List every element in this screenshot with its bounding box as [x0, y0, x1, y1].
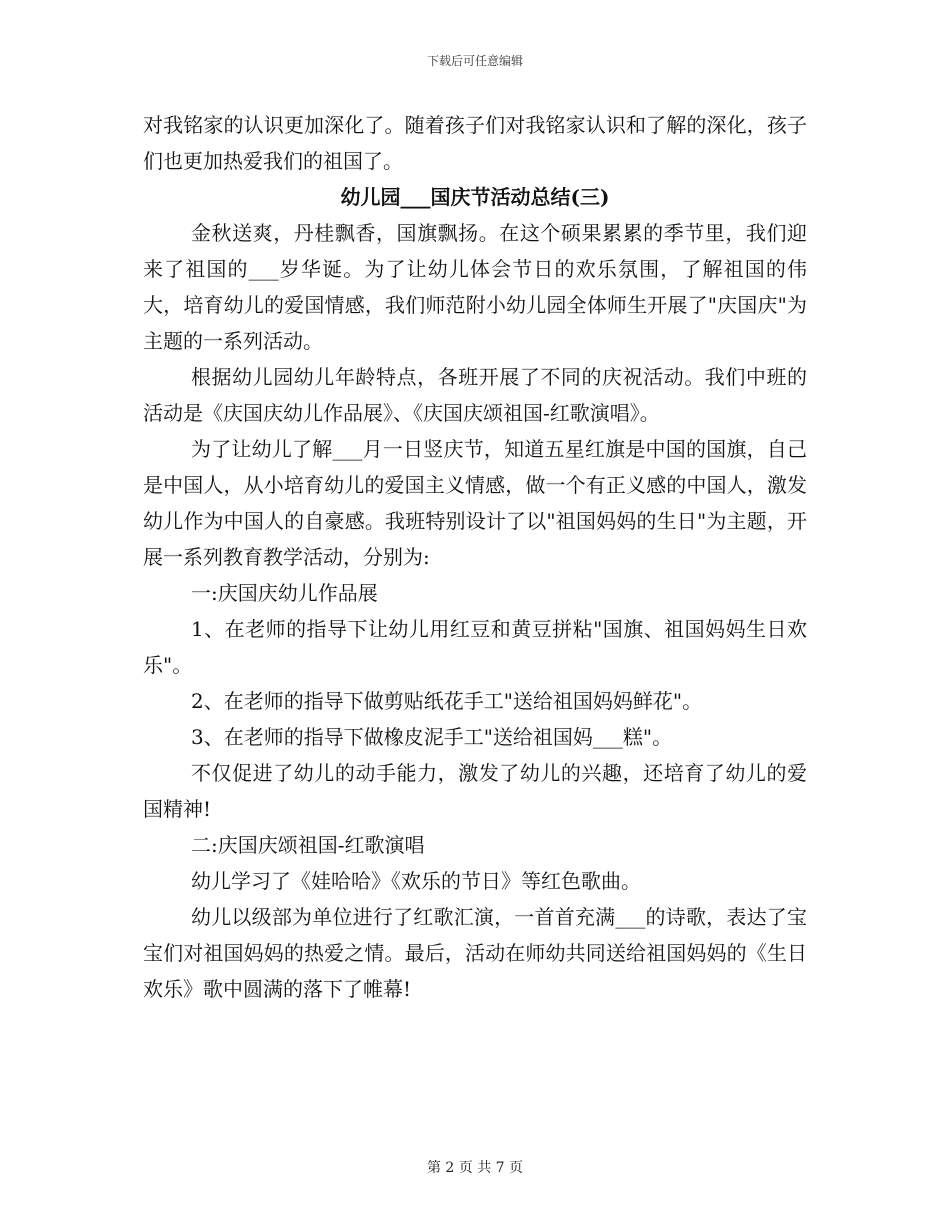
subheading-songs: 二:庆国庆颂祖国-红歌演唱 — [191, 833, 425, 857]
document-body — [143, 107, 807, 1007]
paragraph-continuation: 对我铭家的认识更加深化了。随着孩子们对我铭家认识和了解的深化，孩子们也更加热爱我们的祖国了。 — [143, 113, 807, 173]
paragraph-intro: 金秋送爽，丹桂飘香，国旗飘扬。在这个硕果累累的季节里，我们迎来了祖国的___岁华诞。为了让幼儿体会节日的欢乐氛围，了解祖国的伟大，培育幼儿的爱国情感，我们师范附小幼儿园全体师生开展了"庆国庆"为主题的一系列活动。 — [143, 221, 807, 353]
paragraph-conclusion: 幼儿以级部为单位进行了红歌汇演，一首首充满___的诗歌，表达了宝宝们对祖国妈妈的热爱之情。最后，活动在师幼共同送给祖国妈妈的《生日欢乐》歌中圆满的落下了帷幕! — [143, 905, 807, 1001]
subheading-exhibition: 一:庆国庆幼儿作品展 — [191, 581, 378, 605]
page-number: 第 2 页 共 7 页 — [426, 1160, 524, 1176]
list-item-2: 2、在老师的指导下做剪贴纸花手工"送给祖国妈妈鲜花"。 — [191, 689, 703, 713]
paragraph-purpose: 为了让幼儿了解___月一日竖庆节，知道五星红旗是中国的国旗，自己是中国人，从小培育幼儿的爱国主义情感，做一个有正义感的中国人，激发幼儿作为中国人的自豪感。我班特别设计了以"祖国妈妈的生日"为主题，开展一系列教育教学活动，分别为: — [143, 437, 807, 569]
page-header: 下载后可任意编辑 — [426, 54, 523, 68]
section-title: 幼儿园___国庆节活动总结(三) — [340, 185, 610, 209]
paragraph-activities: 根据幼儿园幼儿年龄特点，各班开展了不同的庆祝活动。我们中班的活动是《庆国庆幼儿作品展》、《庆国庆颂祖国-红歌演唱》。 — [143, 365, 807, 425]
paragraph-songs-learned: 幼儿学习了《娃哈哈》《欢乐的节日》等红色歌曲。 — [191, 869, 641, 893]
list-item-3: 3、在老师的指导下做橡皮泥手工"送给祖国妈___糕"。 — [191, 725, 673, 749]
list-item-1: 1、在老师的指导下让幼儿用红豆和黄豆拼粘"国旗、祖国妈妈生日欢乐"。 — [143, 617, 807, 677]
paragraph-benefits: 不仅促进了幼儿的动手能力，激发了幼儿的兴趣，还培育了幼儿的爱国精神! — [143, 761, 807, 821]
